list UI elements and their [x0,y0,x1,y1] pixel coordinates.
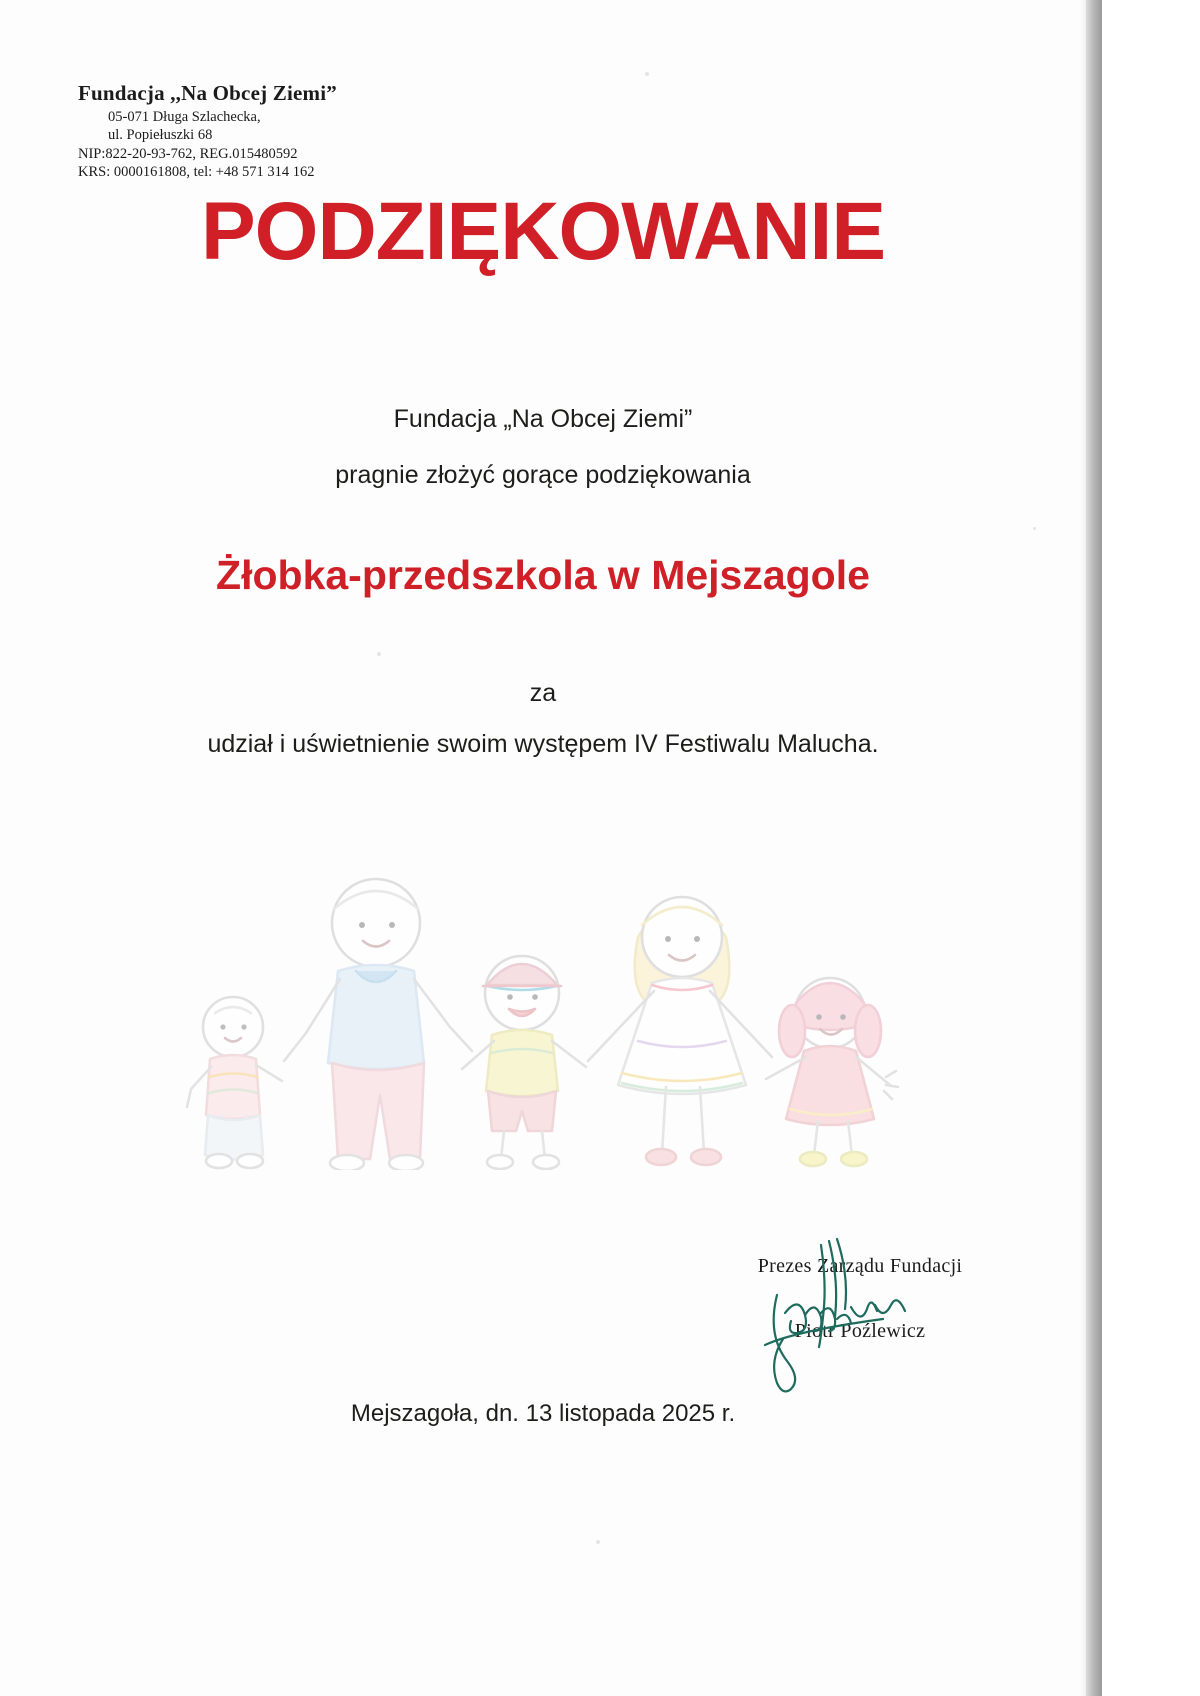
place-and-date: Mejszagoła, dn. 13 listopada 2025 r. [350,1400,736,1427]
figure-toddler [187,997,282,1168]
figure-mother [588,897,772,1165]
page-background [1102,0,1200,1696]
letterhead-ids: NIP:822-20-93-762, REG.015480592 [78,145,298,162]
body-connector: za [529,679,557,707]
scan-speck [377,652,381,656]
page-edge [1086,0,1102,1696]
letterhead-contact: KRS: 0000161808, tel: +48 571 314 162 [78,163,315,180]
letterhead-organization: Fundacja ,,Na Obcej Ziemi” [78,81,337,105]
body-reason: udział i uświetnienie swoim występem IV Festiwalu Malucha. [207,730,879,758]
figure-girl-with-pigtails [766,978,898,1166]
body-organization: Fundacja „Na Obcej Ziemi” [393,405,693,433]
scan-speck [596,1540,600,1544]
letterhead-address-line2: ul. Popiełuszki 68 [108,127,213,144]
figure-father [284,879,472,1170]
letterhead [78,80,558,181]
signature-title: Prezes Zarządu Fundacji [757,1255,963,1277]
recipient-name: Żłobka-przedszkola w Mejszagole [216,552,870,598]
figure-boy-with-cap [462,956,586,1169]
scan-speck [645,72,649,76]
signature-block [735,1255,985,1343]
family-holding-hands-illustration [170,845,910,1170]
signature-name: Piotr Poźlewicz [794,1320,926,1342]
scan-speck [1033,527,1036,530]
body-intro: pragnie złożyć gorące podziękowania [335,461,751,489]
page-title: PODZIĘKOWANIE [200,186,886,277]
letterhead-address-line1: 05-071 Długa Szlachecka, [108,109,261,126]
